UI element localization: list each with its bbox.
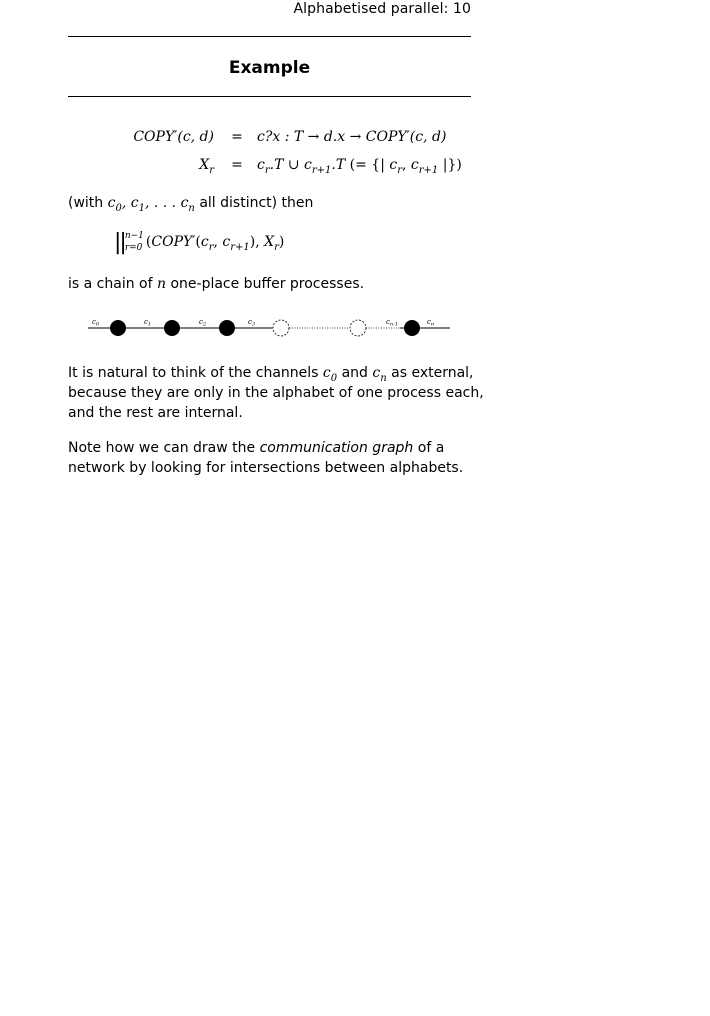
text: all distinct) then [194,195,314,211]
bottom-rule [68,96,471,97]
page-header: Alphabetised parallel: 10 [293,1,471,17]
elided-process-node [273,320,289,336]
x-symbol: X [199,157,210,173]
communication-chain-diagram [80,314,460,344]
text: and [337,365,373,381]
paragraph-line: network by looking for intersections between alphabets. [68,460,464,476]
channel-symbol: c [200,234,209,250]
elided-process-node [350,320,366,336]
paragraph-external-channels [68,363,484,423]
set-close: |}) [438,157,462,173]
channel-label-cn: $c_n$ [427,318,435,328]
text: Note how we can draw the [68,440,260,456]
text: (with [68,195,108,211]
channel-symbol: c [107,195,116,211]
type-suffix: .T [331,157,346,173]
text: It is natural to think of the channels [68,365,323,381]
channel-subscript: 1 [138,202,145,214]
process-name: COPY′ [151,234,196,250]
paren: ( [195,234,201,250]
paren: ( [145,234,152,250]
parallel-limits [125,230,144,254]
channel-symbol: c [410,157,419,173]
slide-title: Example [228,58,311,78]
channel-label-c3: $c_3$ [248,318,256,328]
paragraph-line [68,438,478,458]
equation-1-rhs-prefix: c?x : T → d.x → [257,129,366,145]
channel-subscript: r [264,164,270,176]
channel-label-c2: $c_2$ [199,318,207,328]
channel-label-c0: $c_0$ [92,318,100,328]
channel-subscript: r+1 [230,241,250,253]
paragraph-chain [68,274,478,294]
upper-limit: n−1 [124,231,144,241]
process-node [219,320,235,336]
text: one-place buffer processes. [166,276,365,292]
equation-1-equals: = [231,129,243,145]
channel-subscript: n [380,372,387,384]
set-open: (= {| [345,157,390,173]
channel-symbol: c [304,157,312,173]
channel-subscript: 0 [115,202,122,214]
channel-symbol: c [130,195,139,211]
equation-1-rhs [257,129,446,145]
equation-2-rhs [257,157,462,176]
process-node [164,320,180,336]
channel-subscript: r [208,241,214,253]
comma: , [213,234,223,250]
channel-symbol: c [322,365,331,381]
channel-label-cn-1: $c_{n-1}$ [386,318,399,328]
channel-symbol: c [372,365,381,381]
paren: ) [278,234,285,250]
x-subscript: r [274,241,279,253]
x-subscript: r [209,164,214,176]
comma: , [402,157,411,173]
channel-symbol: c [257,157,265,173]
n-symbol: n [156,276,167,292]
type-union: .T ∪ [269,157,305,173]
paragraph-line [68,363,478,383]
lower-limit: r=0 [124,243,143,253]
channel-subscript: r+1 [418,164,439,176]
equation-1-lhs: COPY′(c, d) [133,129,214,145]
equation-2-lhs [114,157,214,176]
indexed-parallel-expression [114,230,284,255]
channel-subscript: n [188,202,195,214]
channel-symbol: c [389,157,398,173]
channel-subscript: 0 [330,372,338,384]
text: is a chain of [68,276,157,292]
paren: ), [249,234,265,250]
x-symbol: X [264,234,275,250]
process-node [404,320,420,336]
paragraph-distinct-channels [68,193,478,213]
channel-label-c1: $c_1$ [144,318,152,328]
channel-symbol: c [222,234,231,250]
equation-1-rhs-recursion: COPY′(c, d) [365,129,447,145]
channel-subscript: r [397,164,403,176]
text: as external, [386,365,474,381]
process-node [110,320,126,336]
paragraph-line: and the rest are internal. [68,405,243,421]
top-rule [68,36,471,37]
paragraph-communication-graph [68,438,478,478]
equation-2-equals: = [231,157,243,173]
parallel-operator: || [114,230,125,255]
paragraph-line: because they are only in the alphabet of one process each, [68,385,484,401]
comma: , [121,195,131,211]
text: of a [413,440,445,456]
channel-subscript: r+1 [311,164,332,176]
emphasis-term: communication graph [259,440,414,456]
ellipsis: , . . . [144,195,181,211]
channel-symbol: c [180,195,189,211]
